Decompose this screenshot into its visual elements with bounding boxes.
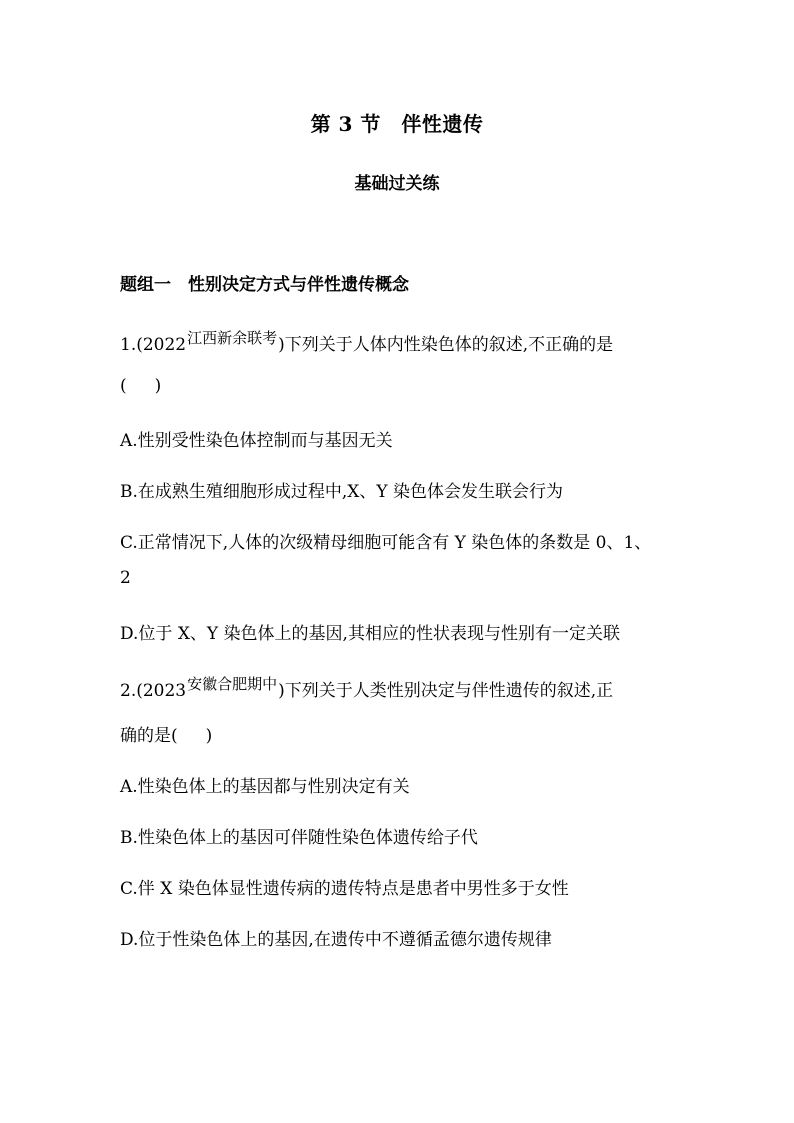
question-2-stem (120, 676, 613, 701)
question-1-option-c: C.正常情况下,人体的次级精母细胞可能含有 Y 染色体的条数是 0、1、 (120, 533, 652, 553)
question-1-answer-blank: ( ) (120, 376, 162, 396)
question-2-source: 安徽合肥期中 (187, 675, 278, 693)
question-1-option-c-continued: 2 (120, 568, 131, 588)
question-2-number: 2.(2023 (120, 681, 187, 701)
question-2-option-a: A.性染色体上的基因都与性别决定有关 (120, 777, 410, 797)
question-1-option-b: B.在成熟生殖细胞形成过程中,X、Y 染色体会发生联会行为 (120, 482, 564, 502)
question-1-number: 1.(2022 (120, 335, 187, 355)
page-title: 第 3 节 伴性遗传 (310, 112, 484, 136)
question-1-stem (120, 330, 613, 355)
section-subtitle: 基础过关练 (354, 174, 440, 194)
question-2-stem-text: )下列关于人类性别决定与伴性遗传的叙述,正 (278, 681, 614, 701)
question-1-option-d: D.位于 X、Y 染色体上的基因,其相应的性状表现与性别有一定关联 (120, 624, 620, 644)
question-1-option-a: A.性别受性染色体控制而与基因无关 (120, 431, 393, 451)
question-2-option-c: C.伴 X 染色体显性遗传病的遗传特点是患者中男性多于女性 (120, 879, 569, 899)
question-1-source: 江西新余联考 (187, 329, 278, 347)
question-2-option-b: B.性染色体上的基因可伴随性染色体遗传给子代 (120, 828, 478, 848)
group-heading: 题组一 性别决定方式与伴性遗传概念 (120, 275, 409, 295)
question-1-stem-text: )下列关于人体内性染色体的叙述,不正确的是 (278, 335, 614, 355)
question-2-option-d: D.位于性染色体上的基因,在遗传中不遵循孟德尔遗传规律 (120, 930, 552, 950)
question-2-answer-blank: 确的是( ) (120, 726, 213, 746)
